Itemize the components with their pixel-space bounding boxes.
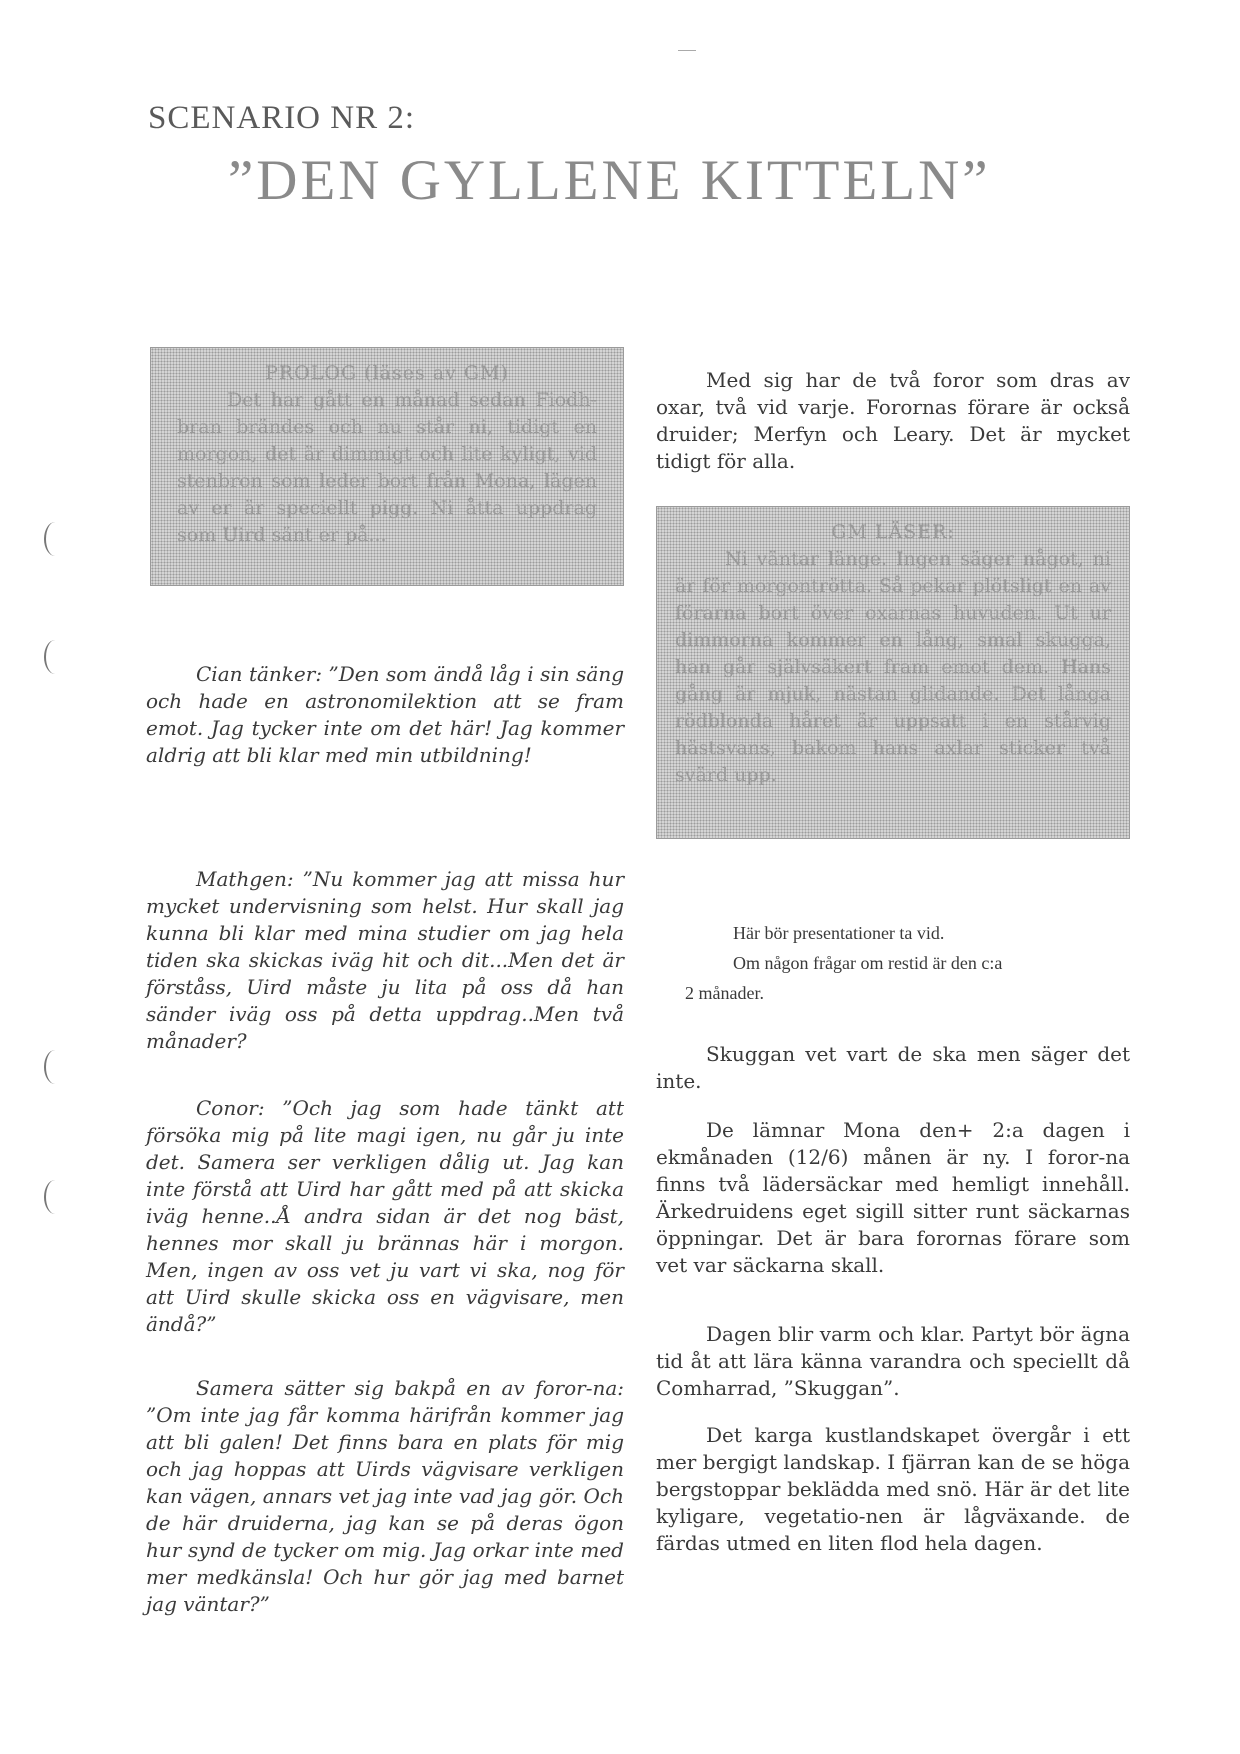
scan-mark	[678, 50, 696, 54]
intro-paragraph: Med sig har de två foror som dras av oxar, två vid varje. Forornas förare är också druider; Merfyn och Leary. Det är mycket tidigt för alla.	[656, 368, 1130, 473]
presentation-note-line-3: 2 månader.	[685, 983, 764, 1003]
landscape-paragraph: Det karga kustlandskapet övergår i ett mer bergigt landskap. I fjärran kan de se höga bergstoppar beklädda med snö. Här är det lite kyligare, vegetatio-nen är lågväxande. de färdas utmed en liten flod hela dagen.	[656, 1423, 1130, 1555]
samera-paragraph: Samera sätter sig bakpå en av foror-na: ”Om inte jag får komma härifrån kommer jag att bli galen! Det finns bara en plats för mig och jag hoppas att Uirds vägvisare verkligen kan vägen, annars vet jag inte vad jag gör. Och de här druiderna, jag kan se på deras ögon hur synd de tycker om mig. Jag orkar inte med mer medkänsla! Och hur gör jag med barnet jag väntar?”	[146, 1376, 624, 1616]
gm-reads-box	[656, 506, 1130, 839]
punch-hole-mark	[44, 1050, 66, 1084]
prolog-box	[150, 347, 624, 586]
mathgen-paragraph: Mathgen: ”Nu kommer jag att missa hur mycket undervisning som helst. Hur skall jag kunna bli klar med mina studier om jag hela tiden ska skickas iväg hit och dit...Men det är förståss, Uird måste ju lita på oss då han sänder iväg oss på detta uppdrag..Men två månader?	[146, 867, 624, 1053]
punch-hole-mark	[44, 1180, 66, 1214]
departure-paragraph: De lämnar Mona den+ 2:a dagen i ekmånaden (12/6) månen är ny. I foror-na finns två lädersäckar med hemligt innehåll. Ärkedruidens eget sigill sitter runt säckarnas öppningar. Det är bara forornas förare som vet var säckarna skall.	[656, 1118, 1130, 1277]
cian-paragraph: Cian tänker: ”Den som ändå låg i sin säng och hade en astronomilektion att se fram emot. Jag tycker inte om det här! Jag kommer aldrig att bli klar med min utbildning!	[146, 662, 624, 767]
scenario-main-title: ”DEN GYLLENE KITTELN”	[228, 149, 991, 212]
skuggan-paragraph: Skuggan vet vart de ska men säger det inte.	[656, 1042, 1130, 1093]
prolog-heading: PROLOG (läses av GM)	[265, 362, 509, 384]
presentation-note-line-1: Här bör presentationer ta vid.	[733, 923, 945, 943]
day-paragraph: Dagen blir varm och klar. Partyt bör ägna tid åt att lära känna varandra och speciellt då Comharrad, ”Skuggan”.	[656, 1322, 1130, 1400]
punch-hole-mark	[44, 640, 66, 674]
gm-reads-heading: GM LÄSER:	[831, 521, 955, 543]
conor-paragraph: Conor: ”Och jag som hade tänkt att försöka mig på lite magi igen, nu går ju inte det. Samera ser verkligen dålig ut. Jag kan inte förstå att Uird har gått med på att skicka iväg henne..Å andra sidan är det nog bäst, hennes mor skall ju brännas här i morgon. Men, ingen av oss vet ju vart vi ska, nog för att Uird skulle skicka oss en vägvisare, men ändå?”	[146, 1096, 624, 1336]
gm-reads-text: Ni väntar länge. Ingen säger något, ni är för morgontrötta. Så pekar plötsligt en av förarna bort över oxarnas huvuden. Ut ur dimmorna kommer en lång, smal skugga, han går självsäkert fram emot dem. Hans gång är mjuk, nästan glidande. Det långa rödblonda håret är uppsatt i en stårvig hästsvans, bakom hans axlar sticker två svärd upp.	[675, 548, 1111, 786]
scenario-number-title: SCENARIO NR 2:	[148, 100, 416, 136]
punch-hole-mark	[44, 522, 66, 556]
prolog-text: Det har gått en månad sedan Fiodh-bran brändes och nu står ni, tidigt en morgon, det är dimmigt och lite kyligt, vid stenbron som leder bort från Mona, lägen av er är speciellt pigg. Ni åtta uppdrag som Uird sänt er på...	[177, 389, 597, 546]
presentation-note-line-2: Om någon frågar om restid är den c:a	[733, 953, 1003, 973]
